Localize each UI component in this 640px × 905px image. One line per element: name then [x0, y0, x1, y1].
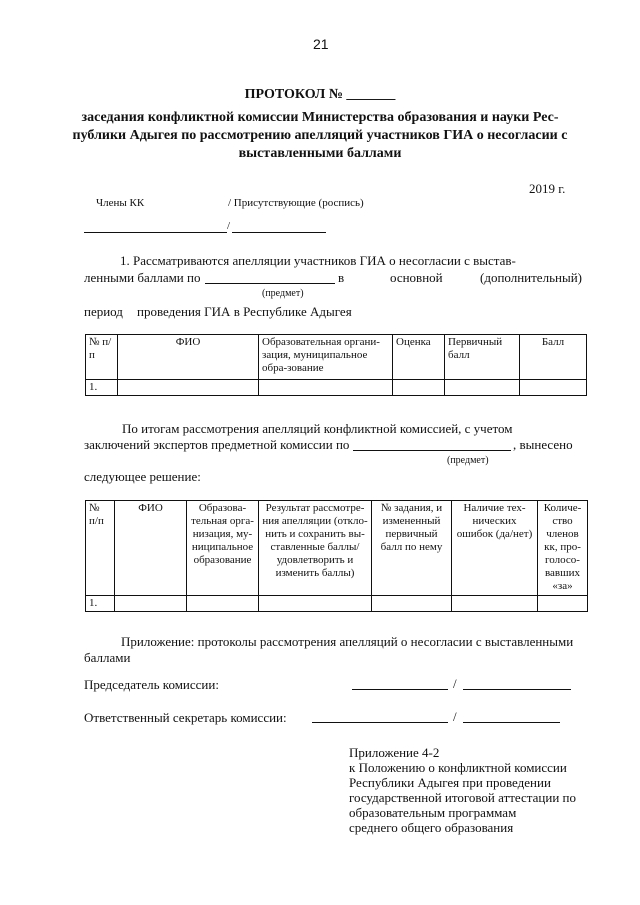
row-organization — [259, 380, 393, 396]
page-number: 21 — [313, 36, 329, 52]
para1-extra: (дополнительный) — [480, 270, 582, 285]
row2-organization — [187, 596, 259, 612]
header-organization-2: Образова-тельная орга-низация, му-ниципальное образование — [187, 501, 259, 596]
row2-number: 1. — [86, 596, 115, 612]
para2-line3: следующее решение: — [84, 469, 201, 484]
protocol-subtitle-line2: публики Адыгея по рассмотрению апелляций участников ГИА о несогласии с — [72, 128, 568, 143]
decision-table-header — [86, 501, 588, 596]
secretary-slash: / — [453, 709, 457, 724]
row-primary-score — [445, 380, 520, 396]
chairman-signature-blank — [352, 689, 448, 690]
subject-hint-1: (предмет) — [262, 288, 304, 299]
para1-line1: 1. Рассматриваются апелляции участников ГИА о несогласии с выстав- — [120, 253, 516, 268]
row-score — [520, 380, 587, 396]
row2-fio — [115, 596, 187, 612]
header-tech-errors: Наличие тех-нических ошибок (да/нет) — [452, 501, 538, 596]
subject-hint-2: (предмет) — [447, 455, 489, 466]
year: 2019 г. — [529, 181, 566, 196]
subject-blank-2 — [353, 450, 511, 451]
secretary-label: Ответственный секретарь комиссии: — [84, 710, 287, 725]
row-grade — [393, 380, 445, 396]
table-row — [86, 596, 588, 612]
header-task-score: № задания, и измененный первичный балл по нему — [372, 501, 452, 596]
annex-line6: среднего общего образования — [349, 820, 514, 835]
para1-main: основной — [390, 270, 443, 285]
secretary-signature-blank — [312, 722, 448, 723]
row-number: 1. — [86, 380, 118, 396]
header-grade: Оценка — [393, 335, 445, 380]
subject-blank-1 — [205, 283, 335, 284]
para1-line3-a: период — [84, 304, 123, 319]
annex-line4: государственной итоговой аттестации по — [349, 790, 576, 805]
appendix-note-line1: Приложение: протоколы рассмотрения апелляций о несогласии с выставленными — [121, 634, 574, 649]
header-number: № п/п — [86, 335, 118, 380]
protocol-subtitle-line3: выставленными баллами — [238, 146, 402, 161]
annex-line2: к Положению о конфликтной комиссии — [349, 760, 567, 775]
appeals-table — [85, 334, 587, 396]
para1-line3-b: проведения ГИА в Республике Адыгея — [137, 304, 352, 319]
row2-tech-errors — [452, 596, 538, 612]
protocol-title: ПРОТОКОЛ № _______ — [244, 87, 396, 102]
table-row — [86, 380, 587, 396]
header-fio: ФИО — [118, 335, 259, 380]
secretary-name-blank — [463, 722, 560, 723]
row-fio — [118, 380, 259, 396]
para2-line2-end: , вынесено — [513, 437, 573, 452]
header-organization: Образовательная органи-зация, муниципальное обра-зование — [259, 335, 393, 380]
present-blank — [232, 232, 326, 233]
header-result: Результат рассмотре-ния апелляции (откло-нить и сохранить вы-ставленные баллы/ удовлетворить и изменить баллы) — [259, 501, 372, 596]
appendix-note-line2: баллами — [84, 650, 131, 665]
chairman-slash: / — [453, 676, 457, 691]
decision-table — [85, 500, 588, 612]
row2-result — [259, 596, 372, 612]
members-blank — [84, 232, 227, 233]
protocol-subtitle-line1: заседания конфликтной комиссии Министерства образования и науки Рес- — [81, 110, 559, 125]
header-fio-2: ФИО — [115, 501, 187, 596]
header-score: Балл — [520, 335, 587, 380]
row2-votes — [538, 596, 588, 612]
annex-line1: Приложение 4-2 — [349, 745, 440, 760]
header-primary-score: Первичный балл — [445, 335, 520, 380]
para1-in: в — [338, 270, 345, 285]
annex-line3: Республики Адыгея при проведении — [349, 775, 551, 790]
header-votes: Количе-ство членов кк, про-голосо-вавших «за» — [538, 501, 588, 596]
members-slash: / — [227, 220, 231, 232]
chairman-label: Председатель комиссии: — [84, 677, 219, 692]
present-label: / Присутствующие (роспись) — [228, 197, 364, 209]
para1-line2: ленными баллами по — [84, 270, 201, 285]
para2-line2: заключений экспертов предметной комиссии по — [84, 437, 350, 452]
members-label: Члены КК — [96, 197, 145, 209]
para2-line1: По итогам рассмотрения апелляций конфликтной комиссией, с учетом — [122, 421, 513, 436]
header-number-2: № п/п — [86, 501, 115, 596]
row2-task-score — [372, 596, 452, 612]
annex-line5: образовательным программам — [349, 805, 517, 820]
appeals-table-header — [86, 335, 587, 380]
chairman-name-blank — [463, 689, 571, 690]
